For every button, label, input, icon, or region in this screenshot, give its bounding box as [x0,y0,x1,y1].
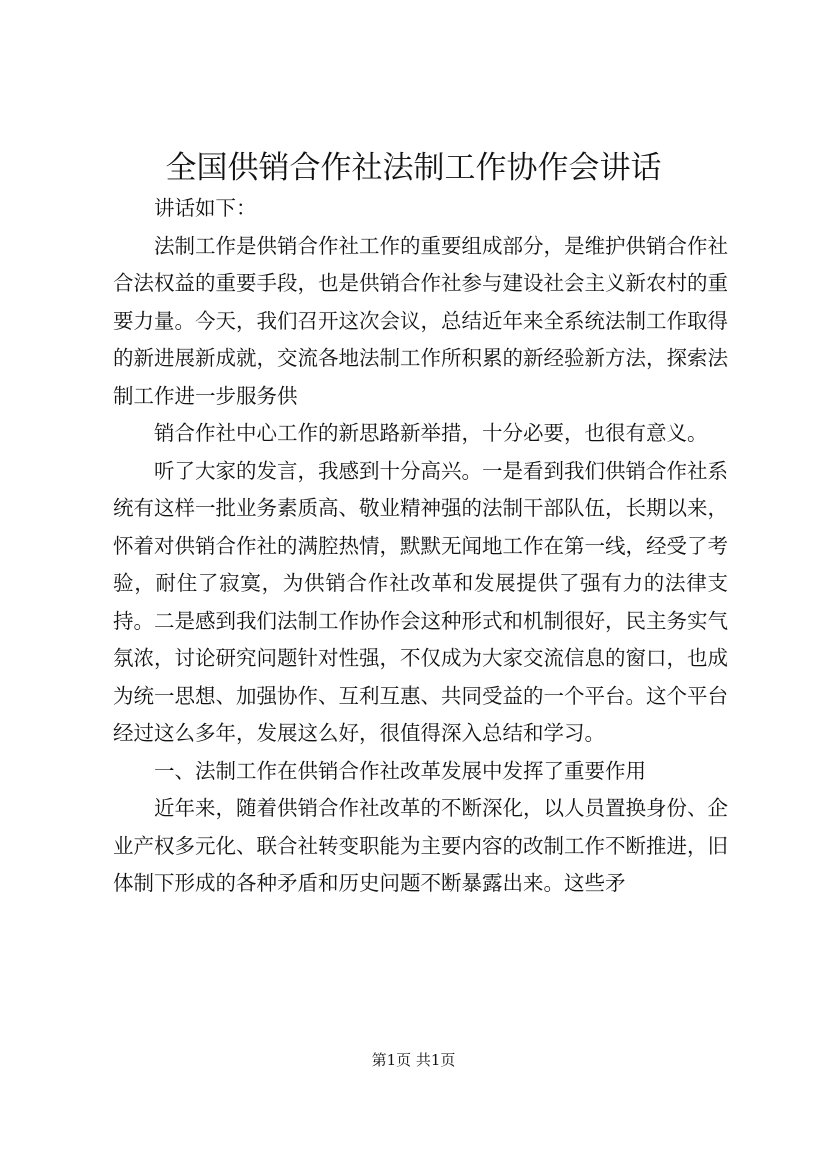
paragraph-3: 听了大家的发言，我感到十分高兴。一是看到我们供销合作社系统有这样一批业务素质高、敬业精神强的法制干部队伍，长期以来，怀着对供销合作社的满腔热情，默默无闻地工作在第一线，经受了考验，耐住了寂寞，为供销合作社改革和发展提供了强有力的法律支持。二是感到我们法制工作协作会这种形式和机制很好，民主务实气氛浓，讨论研究问题针对性强，不仅成为大家交流信息的窗口，也成为统一思想、加强协作、互利互惠、共同受益的一个平台。这个平台经过这么多年，发展这么好，很值得深入总结和学习。 [113,458,728,745]
paragraph-1: 法制工作是供销合作社工作的重要组成部分，是维护供销合作社合法权益的重要手段，也是供销合作社参与建设社会主义新农村的重要力量。今天，我们召开这次会议，总结近年来全系统法制工作取得的新进展新成就，交流各地法制工作所积累的新经验新方法，探索法制工作进一步服务供 [113,233,728,408]
document-body [113,190,728,903]
paragraph-4: 近年来，随着供销合作社改革的不断深化，以人员置换身份、企业产权多元化、联合社转变职能为主要内容的改制工作不断推进，旧体制下形成的各种矛盾和历史问题不断暴露出来。这些矛 [113,796,728,895]
paragraph-2: 销合作社中心工作的新思路新举措，十分必要，也很有意义。 [154,421,708,445]
section-heading-1: 一、法制工作在供销合作社改革发展中发挥了重要作用 [154,758,646,783]
document-title: 全国供销合作社法制工作协作会讲话 [165,150,662,186]
paragraph-intro: 讲话如下： [154,196,257,220]
page-footer: 第1页 共1页 [371,1051,456,1069]
